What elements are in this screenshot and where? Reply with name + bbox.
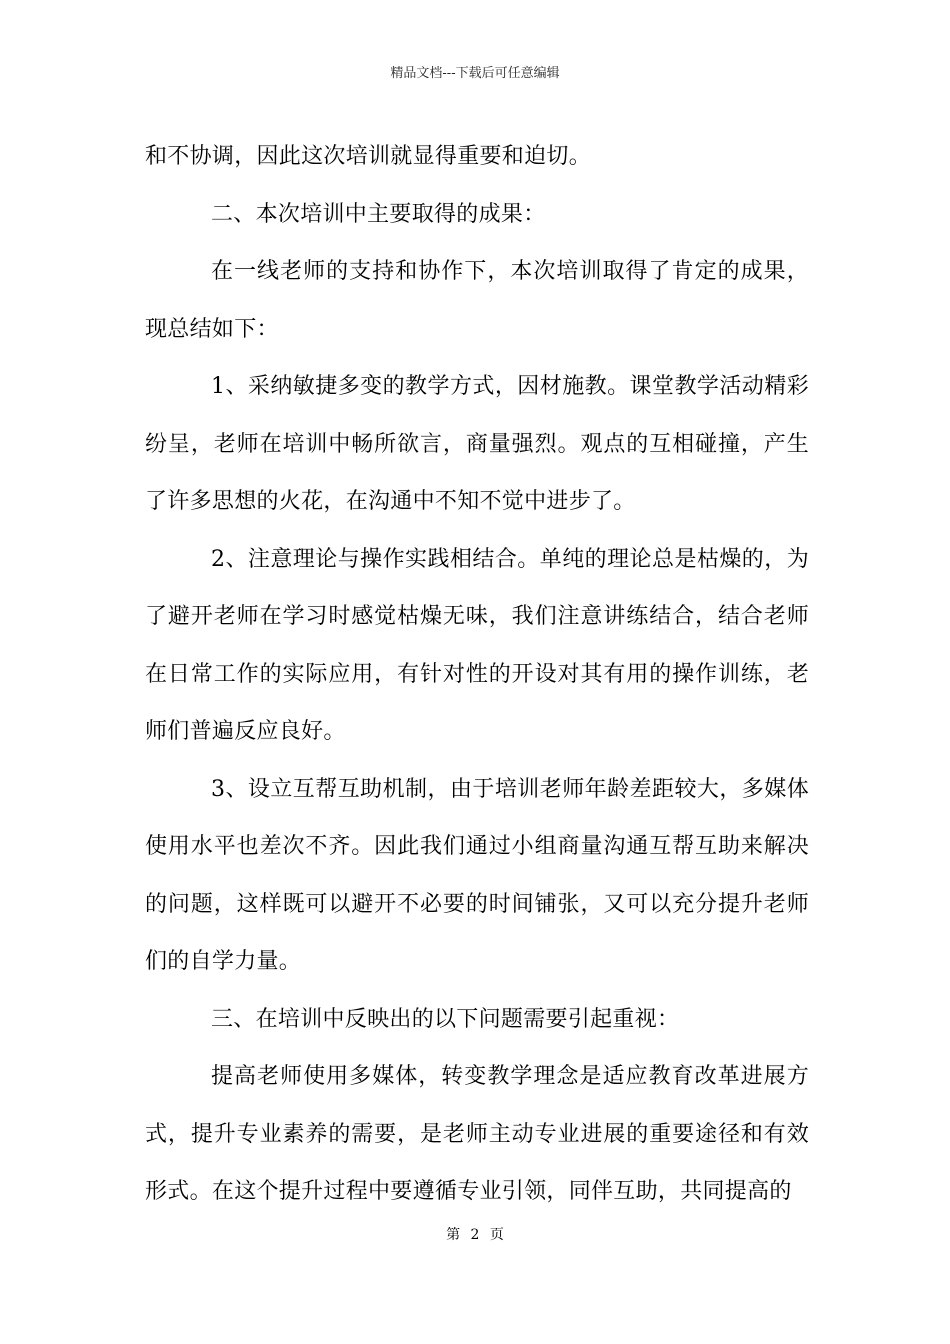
section-heading: 三、在培训中反映出的以下问题需要引起重视： [211,1006,680,1032]
paragraph: 3、设立互帮互助机制，由于培训老师年龄差距较大，多媒体使用水平也差次不齐。因此我们通过小组商量沟通互帮互助来解决的问题，这样既可以避开不必要的时间铺张，又可以充分提升老师们的自学力量。 [145,776,809,974]
paragraph: 2、注意理论与操作实践相结合。单纯的理论总是枯燥的，为了避开老师在学习时感觉枯燥无味，我们注意讲练结合，结合老师在日常工作的实际应用，有针对性的开设对其有用的操作训练，老师们普遍反应良好。 [145,546,809,744]
paragraph: 提高老师使用多媒体，转变教学理念是适应教育改革进展方式，提升专业素养的需要，是老师主动专业进展的重要途径和有效形式。在这个提升过程中要遵循专业引领，同伴互助，共同提高的 [145,1064,809,1204]
page-header: 精品文档---下载后可任意编辑 [390,66,560,81]
paragraph: 在一线老师的支持和协作下，本次培训取得了肯定的成果，现总结如下： [145,259,809,342]
paragraph: 1、采纳敏捷多变的教学方式，因材施教。课堂教学活动精彩纷呈，老师在培训中畅所欲言，商量强烈。观点的互相碰撞，产生了许多思想的火花，在沟通中不知不觉中进步了。 [145,374,809,514]
page-number: 2 [470,1227,480,1243]
page-suffix: 页 [489,1227,504,1243]
section-heading: 二、本次培训中主要取得的成果： [211,201,546,227]
page-footer [0,1226,950,1244]
page-prefix: 第 [446,1227,461,1243]
paragraph: 和不协调，因此这次培训就显得重要和迫切。 [145,144,592,169]
document-body [145,128,809,1221]
